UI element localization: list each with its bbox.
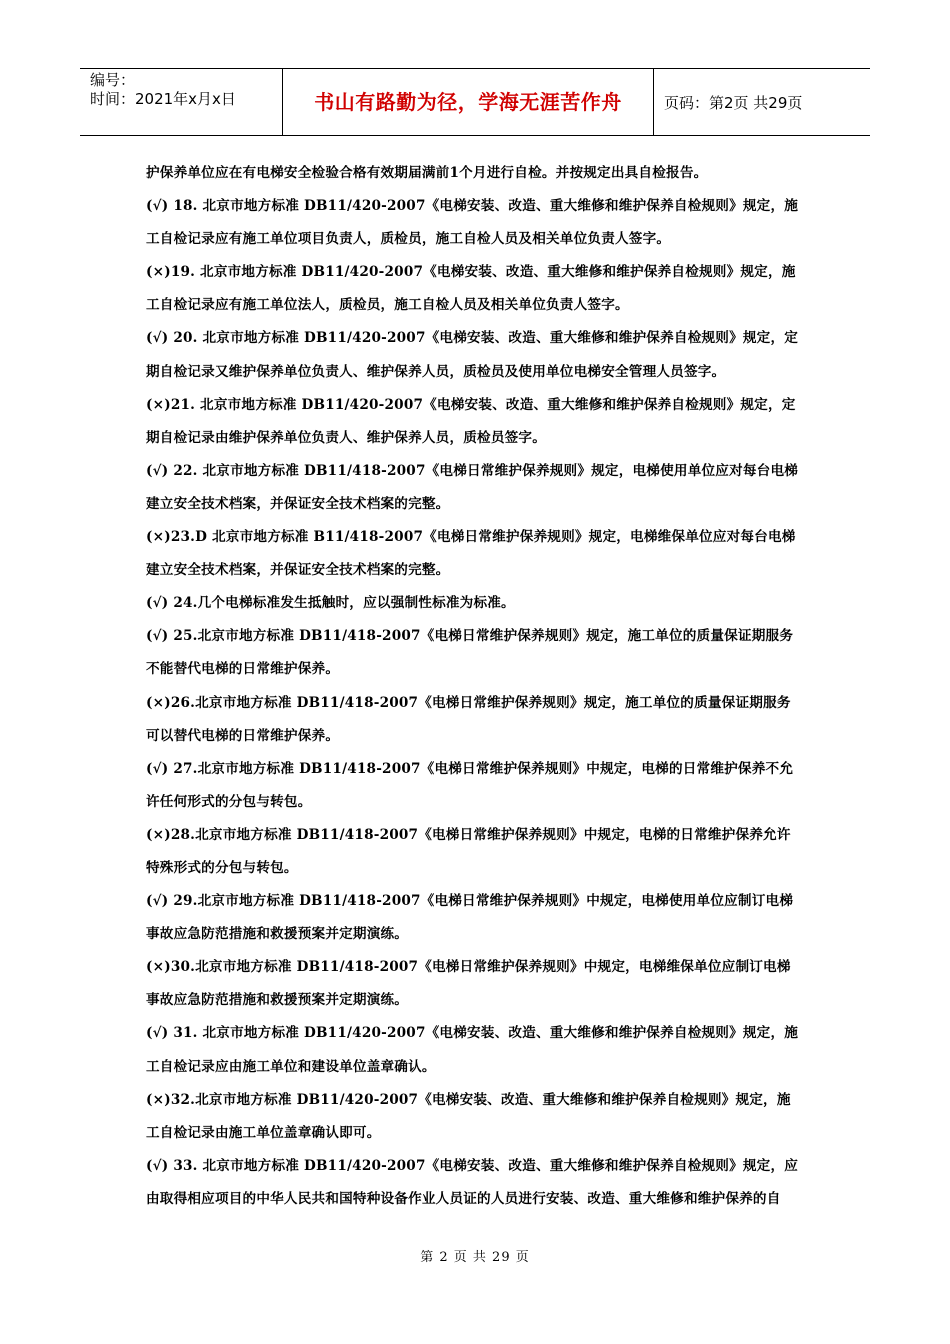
- text-line: (×)21. 北京市地方标准 DB11/420-2007《电梯安装、改造、重大维修和维护保养自检规则》规定，定: [146, 396, 796, 413]
- text-line: 工自检记录应有施工单位项目负责人，质检员，施工自检人员及相关单位负责人签字。: [146, 231, 671, 248]
- motto: 书山有路勤为径，学海无涯苦作舟: [282, 69, 654, 135]
- text-line: 期自检记录由维护保养单位负责人、维护保养人员，质检员签字。: [146, 429, 547, 446]
- text-line: 工自检记录应由施工单位和建设单位盖章确认。: [146, 1058, 436, 1075]
- text-line: (√) 22. 北京市地方标准 DB11/418-2007《电梯日常维护保养规则》规定，电梯使用单位应对每台电梯: [146, 462, 799, 479]
- text-line: (×)30.北京市地方标准 DB11/418-2007《电梯日常维护保养规则》中规定，电梯维保单位应制订电梯: [146, 959, 791, 976]
- text-line: (×)19. 北京市地方标准 DB11/420-2007《电梯安装、改造、重大维修和维护保养自检规则》规定，施: [146, 264, 796, 281]
- text-line: (√) 24.几个电梯标准发生抵触时，应以强制性标准为标准。: [146, 595, 515, 612]
- time-label: 时间：2021年x月x日: [90, 90, 236, 108]
- document-body: [146, 157, 818, 1216]
- text-line: 工自检记录由施工单位盖章确认即可。: [146, 1124, 381, 1141]
- text-line: (√) 20. 北京市地方标准 DB11/420-2007《电梯安装、改造、重大维修和维护保养自检规则》规定，定: [146, 330, 799, 347]
- text-line: 可以替代电梯的日常维护保养。: [146, 727, 340, 744]
- text-line: 工自检记录应有施工单位法人，质检员，施工自检人员及相关单位负责人签字。: [146, 297, 629, 314]
- text-line: (√) 18. 北京市地方标准 DB11/420-2007《电梯安装、改造、重大维修和维护保养自检规则》规定，施: [146, 198, 799, 215]
- text-line: 建立安全技术档案，并保证安全技术档案的完整。: [146, 495, 450, 512]
- text-line: (×)32.北京市地方标准 DB11/420-2007《电梯安装、改造、重大维修和维护保养自检规则》规定，施: [146, 1091, 791, 1108]
- text-line: (√) 25.北京市地方标准 DB11/418-2007《电梯日常维护保养规则》规定，施工单位的质量保证期服务: [146, 628, 794, 645]
- text-line: 由取得相应项目的中华人民共和国特种设备作业人员证的人员进行安装、改造、重大维修和维护保养的自: [146, 1190, 781, 1207]
- text-line: (×)28.北京市地方标准 DB11/418-2007《电梯日常维护保养规则》中规定，电梯的日常维护保养允许: [146, 826, 791, 843]
- text-line: 建立安全技术档案，并保证安全技术档案的完整。: [146, 562, 450, 579]
- page-indicator: 页码：第2页 共29页: [664, 94, 803, 112]
- text-line: 事故应急防范措施和救援预案并定期演练。: [146, 992, 409, 1009]
- text-line: 事故应急防范措施和救援预案并定期演练。: [146, 926, 409, 943]
- page-footer: 第 2 页 共 29 页: [420, 1250, 530, 1265]
- text-line: 期自检记录又维护保养单位负责人、维护保养人员，质检员及使用单位电梯安全管理人员签字。: [146, 363, 726, 380]
- text-line: 不能替代电梯的日常维护保养。: [146, 661, 340, 678]
- text-line: (×)26.北京市地方标准 DB11/418-2007《电梯日常维护保养规则》规定，施工单位的质量保证期服务: [146, 694, 791, 711]
- text-line: (√) 27.北京市地方标准 DB11/418-2007《电梯日常维护保养规则》中规定，电梯的日常维护保养不允: [146, 760, 794, 777]
- text-line: (√) 33. 北京市地方标准 DB11/420-2007《电梯安装、改造、重大维修和维护保养自检规则》规定，应: [146, 1157, 799, 1174]
- text-line: (√) 29.北京市地方标准 DB11/418-2007《电梯日常维护保养规则》中规定，电梯使用单位应制订电梯: [146, 893, 794, 910]
- header-info: [80, 69, 282, 135]
- text-line: (√) 31. 北京市地方标准 DB11/420-2007《电梯安装、改造、重大维修和维护保养自检规则》规定，施: [146, 1025, 799, 1042]
- text-line: 许任何形式的分包与转包。: [146, 793, 312, 810]
- text-line: 特殊形式的分包与转包。: [146, 859, 298, 876]
- serial-label: 编号：: [90, 71, 136, 89]
- text-line: 护保养单位应在有电梯安全检验合格有效期届满前1个月进行自检。并按规定出具自检报告。: [146, 165, 708, 181]
- page-header: [80, 68, 870, 136]
- text-line: (×)23.D 北京市地方标准 B11/418-2007《电梯日常维护保养规则》规定，电梯维保单位应对每台电梯: [146, 529, 796, 546]
